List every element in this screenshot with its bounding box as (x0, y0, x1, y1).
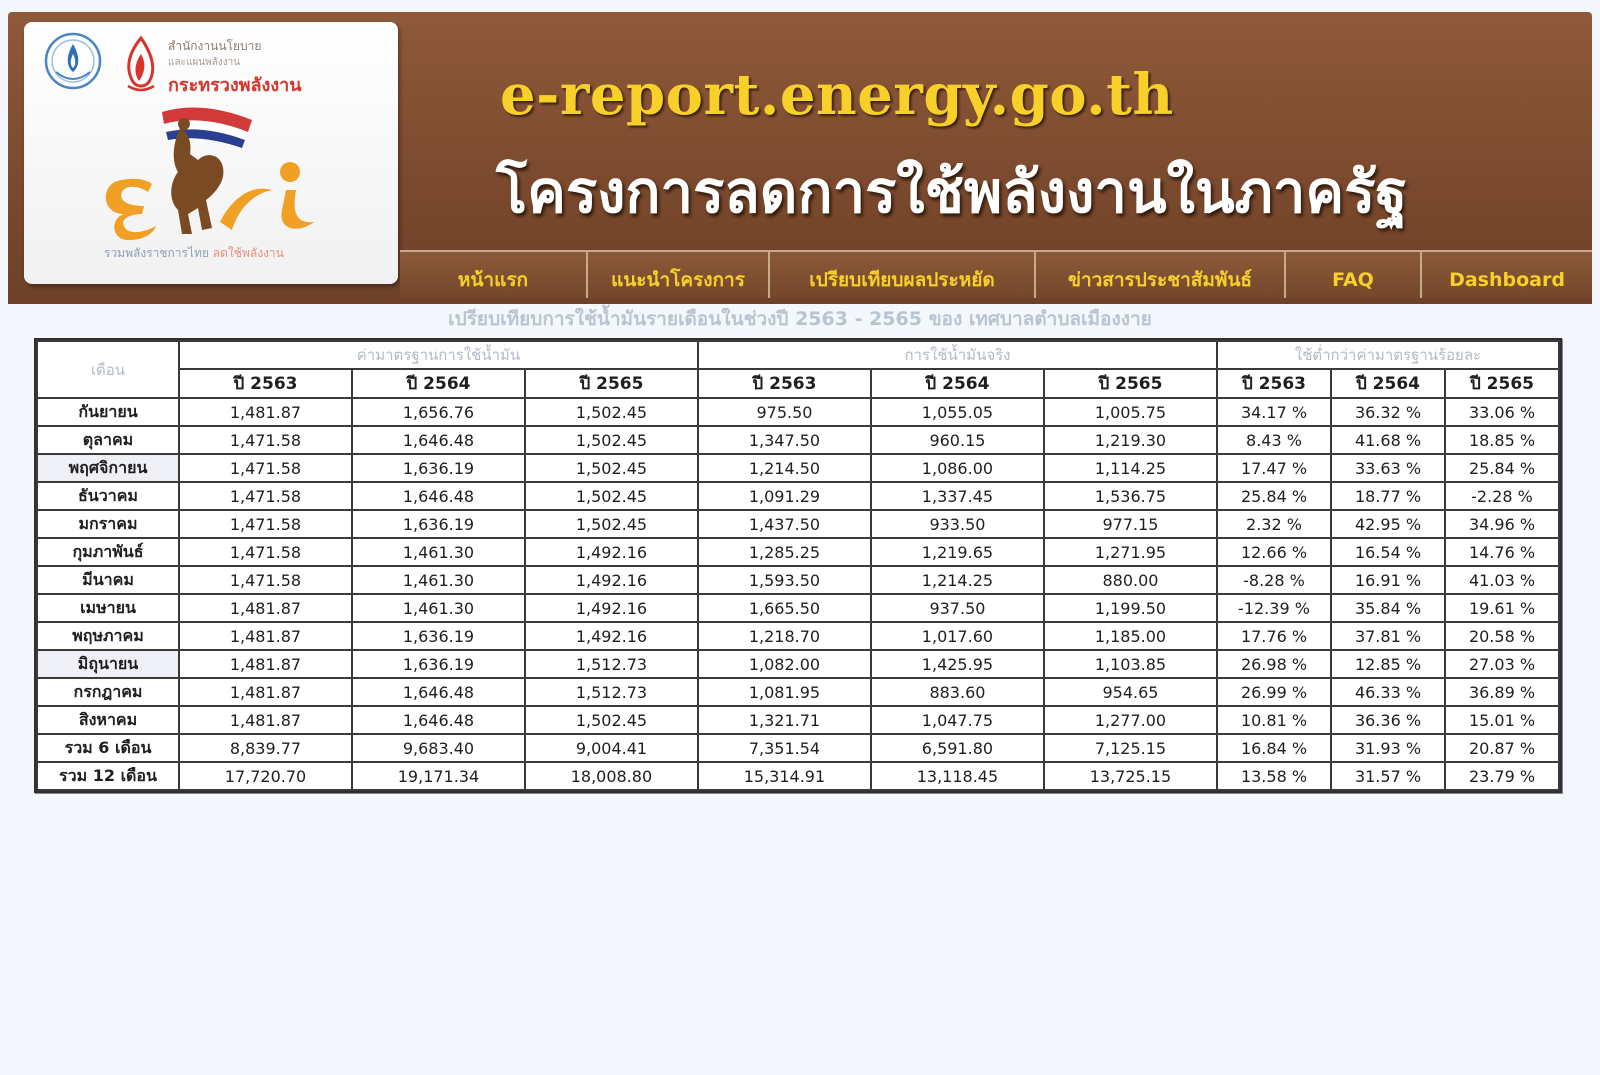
std-value-cell: 1,481.87 (180, 623, 351, 649)
table-row (38, 511, 1558, 537)
std-value-cell: 17,720.70 (180, 763, 351, 789)
nav-compare-savings[interactable]: เปรียบเทียบผลประหยัด (770, 252, 1036, 298)
std-value-cell: 18,008.80 (526, 763, 697, 789)
pct-value-cell: 17.47 % (1218, 455, 1330, 481)
eppo-emblem-icon (42, 30, 104, 92)
actual-value-cell: 1,114.25 (1045, 455, 1216, 481)
actual-value-cell: 977.15 (1045, 511, 1216, 537)
actual-value-cell: 933.50 (872, 511, 1043, 537)
actual-value-cell: 1,082.00 (699, 651, 870, 677)
pct-value-cell: 25.84 % (1446, 455, 1558, 481)
std-value-cell: 1,492.16 (526, 567, 697, 593)
pct-value-cell: 18.77 % (1332, 483, 1444, 509)
year-header: ปี 2565 (526, 370, 697, 397)
actual-value-cell: 7,351.54 (699, 735, 870, 761)
std-value-cell: 1,656.76 (353, 399, 524, 425)
std-value-cell: 9,004.41 (526, 735, 697, 761)
standard-group-header: ค่ามาตรฐานการใช้น้ำมัน (180, 342, 697, 368)
pct-value-cell: 13.58 % (1218, 763, 1330, 789)
eoi-logo-icon (102, 102, 332, 252)
site-url: e-report.energy.go.th (500, 62, 1174, 128)
saving-group-header: ใช้ต่ำกว่าค่ามาตรฐานร้อยละ (1218, 342, 1558, 368)
std-value-cell: 1,502.45 (526, 399, 697, 425)
std-value-cell: 9,683.40 (353, 735, 524, 761)
pct-value-cell: 42.95 % (1332, 511, 1444, 537)
month-cell: ตุลาคม (38, 427, 178, 453)
std-value-cell: 1,502.45 (526, 483, 697, 509)
std-value-cell: 1,461.30 (353, 567, 524, 593)
actual-value-cell: 1,219.65 (872, 539, 1043, 565)
std-value-cell: 1,471.58 (180, 427, 351, 453)
std-value-cell: 8,839.77 (180, 735, 351, 761)
std-value-cell: 1,471.58 (180, 483, 351, 509)
std-value-cell: 1,636.19 (353, 651, 524, 677)
table-row (38, 763, 1558, 789)
actual-value-cell: 1,437.50 (699, 511, 870, 537)
logo-panel (24, 22, 398, 284)
std-value-cell: 1,502.45 (526, 707, 697, 733)
actual-value-cell: 1,218.70 (699, 623, 870, 649)
actual-value-cell: 937.50 (872, 595, 1043, 621)
pct-value-cell: -8.28 % (1218, 567, 1330, 593)
std-value-cell: 1,471.58 (180, 511, 351, 537)
table-row (38, 595, 1558, 621)
std-value-cell: 1,471.58 (180, 539, 351, 565)
pct-value-cell: 31.57 % (1332, 763, 1444, 789)
pct-value-cell: 17.76 % (1218, 623, 1330, 649)
pct-value-cell: 12.66 % (1218, 539, 1330, 565)
actual-value-cell: 960.15 (872, 427, 1043, 453)
year-header: ปี 2564 (872, 370, 1043, 397)
actual-value-cell: 1,347.50 (699, 427, 870, 453)
pct-value-cell: 36.89 % (1446, 679, 1558, 705)
logo-slogan (104, 244, 284, 263)
pct-value-cell: 36.36 % (1332, 707, 1444, 733)
actual-value-cell: 1,017.60 (872, 623, 1043, 649)
pct-value-cell: 35.84 % (1332, 595, 1444, 621)
actual-value-cell: 1,103.85 (1045, 651, 1216, 677)
std-value-cell: 1,481.87 (180, 651, 351, 677)
table-row (38, 679, 1558, 705)
std-value-cell: 1,471.58 (180, 455, 351, 481)
actual-value-cell: 7,125.15 (1045, 735, 1216, 761)
table-row (38, 623, 1558, 649)
month-cell: รวม 12 เดือน (38, 763, 178, 789)
nav-faq[interactable]: FAQ (1286, 252, 1422, 298)
std-value-cell: 1,481.87 (180, 707, 351, 733)
table-row (38, 567, 1558, 593)
table-row (38, 539, 1558, 565)
pct-value-cell: -12.39 % (1218, 595, 1330, 621)
pct-value-cell: 41.68 % (1332, 427, 1444, 453)
pct-value-cell: 33.63 % (1332, 455, 1444, 481)
pct-value-cell: 16.91 % (1332, 567, 1444, 593)
month-cell: รวม 6 เดือน (38, 735, 178, 761)
ministry-flame-icon (120, 34, 162, 94)
actual-value-cell: 1,219.30 (1045, 427, 1216, 453)
pct-value-cell: 27.03 % (1446, 651, 1558, 677)
actual-value-cell: 1,593.50 (699, 567, 870, 593)
pct-value-cell: 14.76 % (1446, 539, 1558, 565)
actual-value-cell: 1,321.71 (699, 707, 870, 733)
main-nav (400, 250, 1592, 298)
year-header: ปี 2563 (180, 370, 351, 397)
table-row (38, 735, 1558, 761)
year-header: ปี 2563 (699, 370, 870, 397)
actual-value-cell: 883.60 (872, 679, 1043, 705)
actual-value-cell: 1,337.45 (872, 483, 1043, 509)
month-cell: มีนาคม (38, 567, 178, 593)
std-value-cell: 1,502.45 (526, 511, 697, 537)
month-cell: ธันวาคม (38, 483, 178, 509)
pct-value-cell: 46.33 % (1332, 679, 1444, 705)
pct-value-cell: 26.99 % (1218, 679, 1330, 705)
nav-dashboard[interactable]: Dashboard (1449, 269, 1565, 291)
month-cell: พฤศจิกายน (38, 455, 178, 481)
std-value-cell: 1,471.58 (180, 567, 351, 593)
std-value-cell: 1,492.16 (526, 623, 697, 649)
logo-slogan-accent: ลดใช้พลังงาน (212, 246, 284, 260)
actual-value-cell: 954.65 (1045, 679, 1216, 705)
std-value-cell: 1,481.87 (180, 595, 351, 621)
year-header: ปี 2565 (1045, 370, 1216, 397)
actual-value-cell: 1,055.05 (872, 399, 1043, 425)
nav-news[interactable]: ข่าวสารประชาสัมพันธ์ (1036, 252, 1286, 298)
std-value-cell: 1,481.87 (180, 399, 351, 425)
pct-value-cell: 10.81 % (1218, 707, 1330, 733)
year-header: ปี 2565 (1446, 370, 1558, 397)
month-cell: กรกฎาคม (38, 679, 178, 705)
table-row (38, 707, 1558, 733)
actual-value-cell: 1,185.00 (1045, 623, 1216, 649)
pct-value-cell: 18.85 % (1446, 427, 1558, 453)
pct-value-cell: 16.54 % (1332, 539, 1444, 565)
pct-value-cell: 19.61 % (1446, 595, 1558, 621)
actual-group-header: การใช้น้ำมันจริง (699, 342, 1216, 368)
pct-value-cell: 23.79 % (1446, 763, 1558, 789)
table-row (38, 399, 1558, 425)
std-value-cell: 1,646.48 (353, 679, 524, 705)
pct-value-cell: 25.84 % (1218, 483, 1330, 509)
actual-value-cell: 1,214.50 (699, 455, 870, 481)
ministry-name: กระทรวงพลังงาน (168, 75, 302, 96)
actual-value-cell: 1,047.75 (872, 707, 1043, 733)
actual-value-cell: 1,086.00 (872, 455, 1043, 481)
month-cell: พฤษภาคม (38, 623, 178, 649)
table-row (38, 483, 1558, 509)
logo-slogan-main: รวมพลังราชการไทย (104, 246, 213, 260)
std-value-cell: 1,502.45 (526, 455, 697, 481)
pct-value-cell: 8.43 % (1218, 427, 1330, 453)
table-row (38, 651, 1558, 677)
month-cell: กุมภาพันธ์ (38, 539, 178, 565)
year-header: ปี 2564 (353, 370, 524, 397)
actual-value-cell: 6,591.80 (872, 735, 1043, 761)
std-value-cell: 1,636.19 (353, 455, 524, 481)
std-value-cell: 1,646.48 (353, 427, 524, 453)
year-header: ปี 2564 (1332, 370, 1444, 397)
std-value-cell: 1,461.30 (353, 539, 524, 565)
actual-value-cell: 1,536.75 (1045, 483, 1216, 509)
actual-value-cell: 1,091.29 (699, 483, 870, 509)
actual-value-cell: 13,725.15 (1045, 763, 1216, 789)
report-title: เปรียบเทียบการใช้น้ำมันรายเดือนในช่วงปี 2563 - 2565 ของ เทศบาลตำบลเมืองงาย (448, 308, 1152, 330)
actual-value-cell: 1,665.50 (699, 595, 870, 621)
pct-value-cell: 2.32 % (1218, 511, 1330, 537)
actual-value-cell: 1,271.95 (1045, 539, 1216, 565)
std-value-cell: 1,492.16 (526, 595, 697, 621)
month-cell: มิถุนายน (38, 651, 178, 677)
table-body (38, 399, 1558, 789)
site-title: โครงการลดการใช้พลังงานในภาครัฐ (496, 158, 1408, 226)
std-value-cell: 19,171.34 (353, 763, 524, 789)
table-row (38, 427, 1558, 453)
month-column-header: เดือน (38, 342, 178, 397)
month-cell: มกราคม (38, 511, 178, 537)
pct-value-cell: 31.93 % (1332, 735, 1444, 761)
month-cell: สิงหาคม (38, 707, 178, 733)
pct-value-cell: 16.84 % (1218, 735, 1330, 761)
actual-value-cell: 1,285.25 (699, 539, 870, 565)
fuel-comparison-table (34, 338, 1562, 793)
ministry-line-1: สำนักงานนโยบาย (168, 39, 262, 53)
std-value-cell: 1,461.30 (353, 595, 524, 621)
month-cell: กันยายน (38, 399, 178, 425)
actual-value-cell: 975.50 (699, 399, 870, 425)
actual-value-cell: 13,118.45 (872, 763, 1043, 789)
actual-value-cell: 1,214.25 (872, 567, 1043, 593)
pct-value-cell: 36.32 % (1332, 399, 1444, 425)
pct-value-cell: 37.81 % (1332, 623, 1444, 649)
std-value-cell: 1,512.73 (526, 651, 697, 677)
nav-about-project[interactable]: แนะนำโครงการ (588, 252, 770, 298)
ministry-line-2: และแผนพลังงาน (168, 57, 241, 68)
pct-value-cell: 20.58 % (1446, 623, 1558, 649)
std-value-cell: 1,512.73 (526, 679, 697, 705)
month-cell: เมษายน (38, 595, 178, 621)
actual-value-cell: 1,277.00 (1045, 707, 1216, 733)
actual-value-cell: 1,081.95 (699, 679, 870, 705)
pct-value-cell: 12.85 % (1332, 651, 1444, 677)
actual-value-cell: 15,314.91 (699, 763, 870, 789)
std-value-cell: 1,646.48 (353, 707, 524, 733)
std-value-cell: 1,481.87 (180, 679, 351, 705)
pct-value-cell: 34.96 % (1446, 511, 1558, 537)
pct-value-cell: 26.98 % (1218, 651, 1330, 677)
year-header: ปี 2563 (1218, 370, 1330, 397)
nav-home[interactable]: หน้าแรก (400, 252, 588, 298)
actual-value-cell: 1,005.75 (1045, 399, 1216, 425)
std-value-cell: 1,492.16 (526, 539, 697, 565)
pct-value-cell: 34.17 % (1218, 399, 1330, 425)
pct-value-cell: 20.87 % (1446, 735, 1558, 761)
table-row (38, 455, 1558, 481)
std-value-cell: 1,502.45 (526, 427, 697, 453)
actual-value-cell: 880.00 (1045, 567, 1216, 593)
actual-value-cell: 1,425.95 (872, 651, 1043, 677)
pct-value-cell: 15.01 % (1446, 707, 1558, 733)
std-value-cell: 1,636.19 (353, 623, 524, 649)
actual-value-cell: 1,199.50 (1045, 595, 1216, 621)
std-value-cell: 1,646.48 (353, 483, 524, 509)
pct-value-cell: 41.03 % (1446, 567, 1558, 593)
pct-value-cell: -2.28 % (1446, 483, 1558, 509)
std-value-cell: 1,636.19 (353, 511, 524, 537)
pct-value-cell: 33.06 % (1446, 399, 1558, 425)
